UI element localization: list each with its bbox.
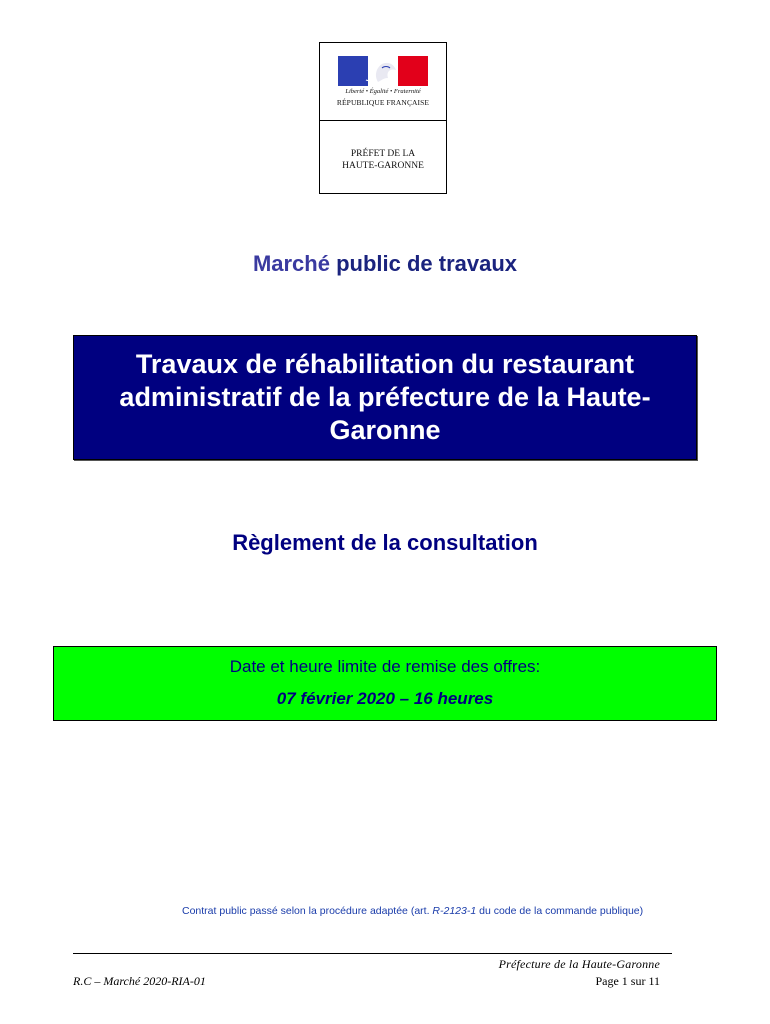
contract-note-after: du code de la commande publique) xyxy=(476,905,644,917)
document-subtitle xyxy=(0,251,770,277)
footer-reference: R.C – Marché 2020-RIA-01 xyxy=(73,974,206,988)
document-title: Travaux de réhabilitation du restaurant administratif de la préfecture de la Haute-Garonne xyxy=(119,349,651,445)
marianne-flag-icon xyxy=(338,56,428,86)
footer-divider xyxy=(73,953,672,954)
deadline-label: Date et heure limite de remise des offres: xyxy=(229,657,541,676)
subtitle-marche: Marché xyxy=(252,251,330,276)
republique-logo xyxy=(319,42,447,194)
footer-page-number: Page 1 sur 11 xyxy=(595,974,660,988)
footer-prefecture: Préfecture de la Haute-Garonne xyxy=(498,957,660,971)
subtitle-rest: public de travaux xyxy=(329,251,518,276)
prefet-line-2: HAUTE-GARONNE xyxy=(342,161,424,171)
prefet-line-1: PRÉFET DE LA xyxy=(350,149,416,159)
deadline-banner xyxy=(53,646,717,721)
reglement-heading: Règlement de la consultation xyxy=(232,530,538,555)
title-banner xyxy=(73,335,697,460)
republic-motto: Liberté • Égalité • Fraternité xyxy=(345,88,421,95)
contract-note xyxy=(182,905,643,917)
prefet-label xyxy=(320,148,446,172)
contract-article: R-2123-1 xyxy=(432,905,477,917)
contract-note-before: Contrat public passé selon la procédure adaptée (art. xyxy=(182,905,433,917)
republic-name: RÉPUBLIQUE FRANÇAISE xyxy=(336,98,430,107)
deadline-date: 07 février 2020 – 16 heures xyxy=(276,689,494,708)
logo-marianne-section xyxy=(320,43,446,121)
